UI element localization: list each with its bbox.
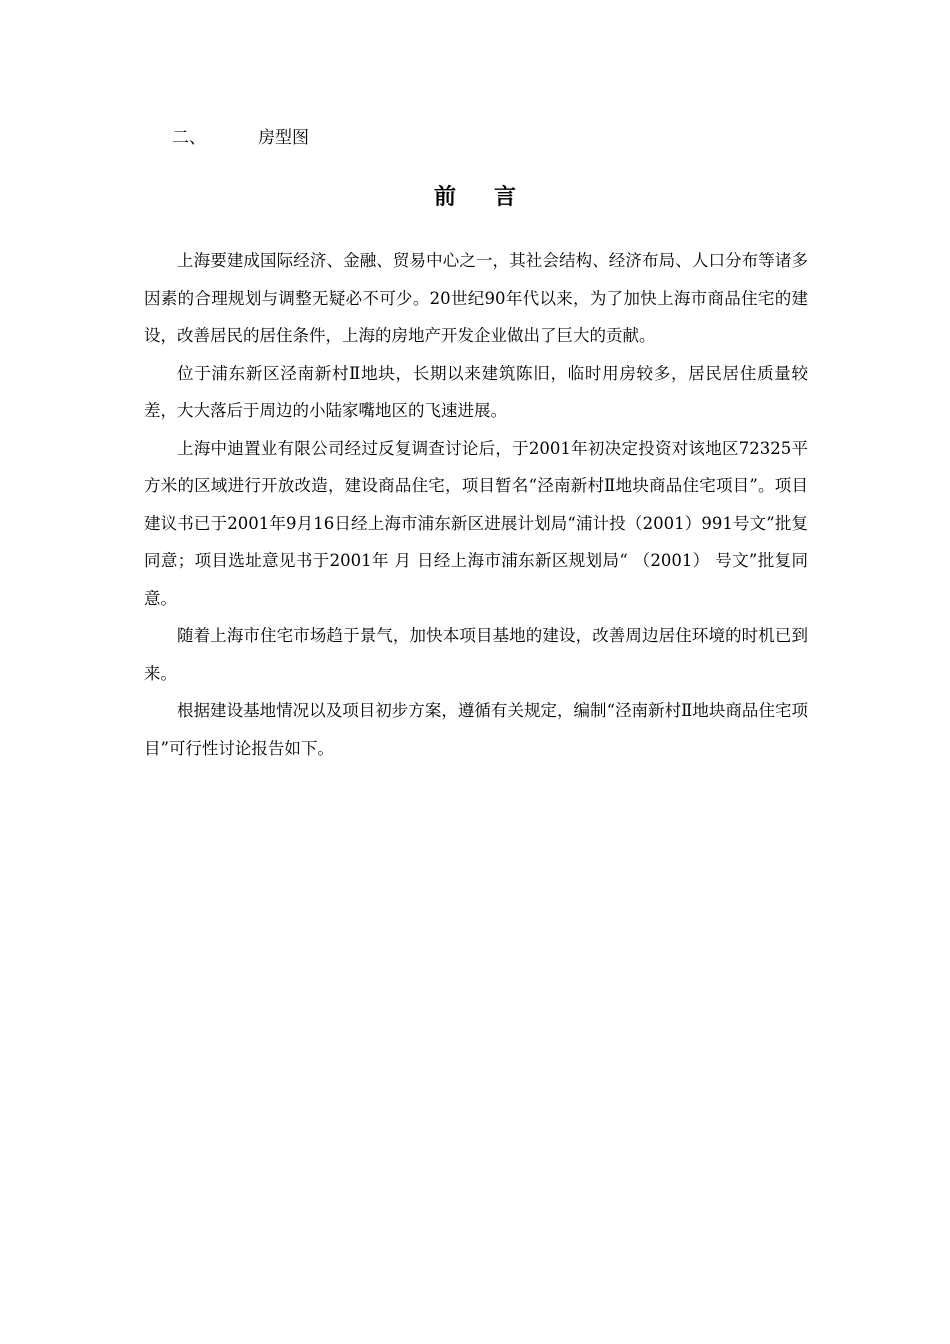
paragraph-3: 上海中迪置业有限公司经过反复调查讨论后，于2001年初决定投资对该地区72325平方米的区域进行开放改造，建设商品住宅，项目暂名“泾南新村Ⅱ地块商品住宅项目”。项目建议书已于2001年9月16日经上海市浦东新区进展计划局“浦计投（2001）991号文”批复同意；项目选址意见书于2001年 月 日经上海市浦东新区规划局“ （2001） 号文”批复同意。 [144,438,808,608]
paragraph-5: 根据建设基地情况以及项目初步方案，遵循有关规定，编制“泾南新村Ⅱ地块商品住宅项目”可行性讨论报告如下。 [144,701,808,758]
document-body [144,242,808,767]
paragraph-4: 随着上海市住宅市场趋于景气，加快本项目基地的建设，改善周边居住环境的时机已到来。 [144,626,808,683]
paragraph-1: 上海要建成国际经济、金融、贸易中心之一，其社会结构、经济布局、人口分布等诸多因素的合理规划与调整无疑必不可少。20世纪90年代以来，为了加快上海市商品住宅的建设，改善居民的居住条件，上海的房地产开发企业做出了巨大的贡献。 [144,251,808,345]
page-title: 前言 [433,184,554,210]
toc-entry-number: 二、 [172,128,206,148]
toc-entry [172,126,309,150]
paragraph-2: 位于浦东新区泾南新村Ⅱ地块，长期以来建筑陈旧，临时用房较多，居民居住质量较差，大大落后于周边的小陆家嘴地区的飞速进展。 [144,363,808,420]
toc-entry-label: 房型图 [258,128,309,148]
